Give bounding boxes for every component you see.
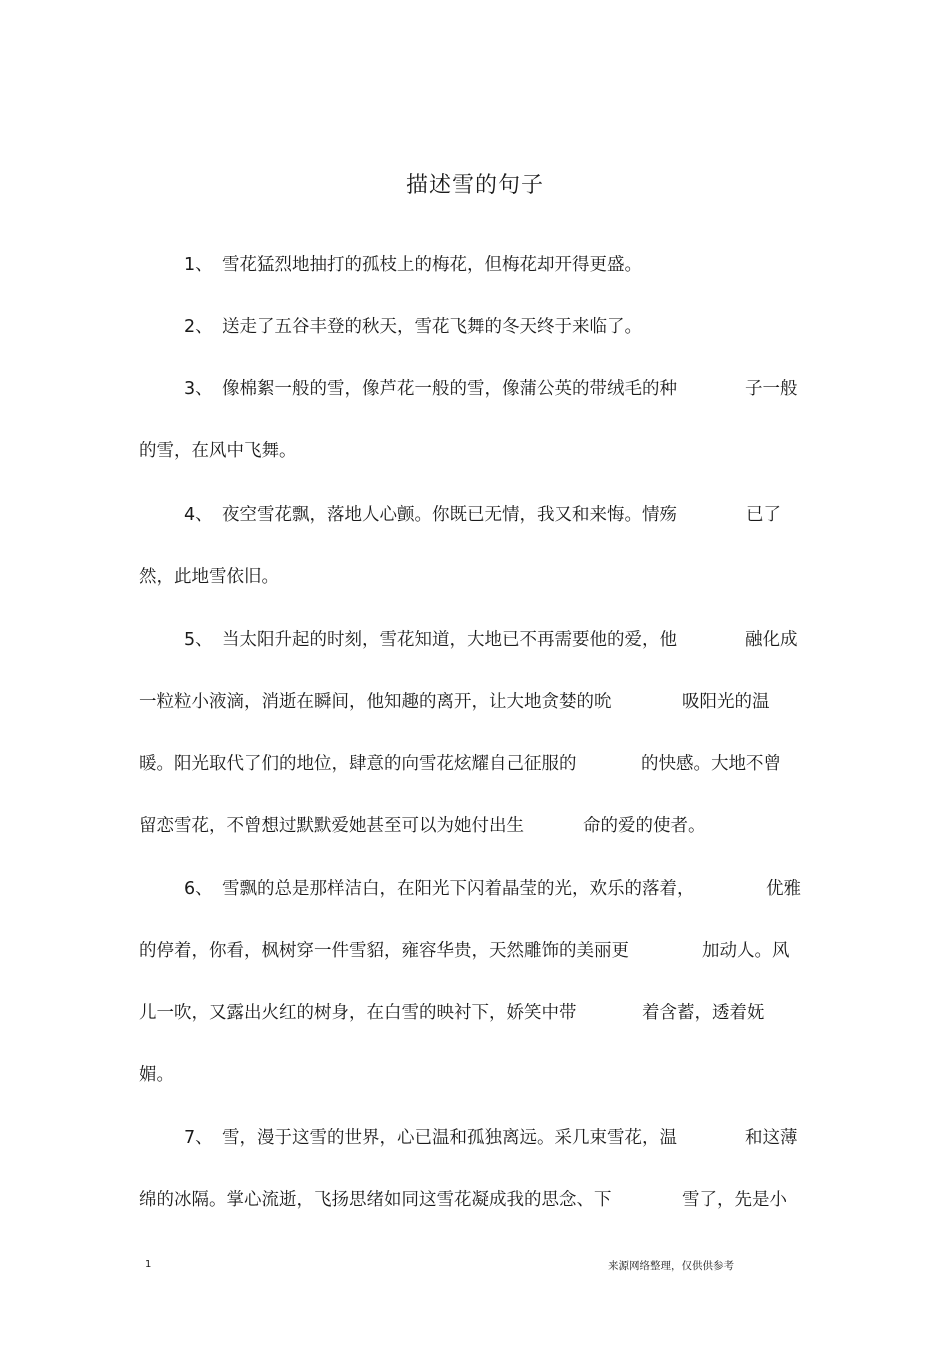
item-number: 2、 — [184, 317, 213, 337]
item-text-continued: 已了 — [746, 505, 781, 525]
list-item-5-line-4: 留恋雪花，不曾想过默默爱她甚至可以为她付出生 — [139, 816, 524, 836]
list-item-6-line-2: 的停着，你看，枫树穿一件雪貂，雍容华贵，天然雕饰的美丽更 — [139, 941, 629, 961]
item-number: 5、 — [184, 630, 213, 650]
item-text-continued: 的快感。大地不曾 — [641, 754, 781, 774]
item-text: 雪，漫于这雪的世界，心已温和孤独离远。采几束雪花，温 — [222, 1128, 677, 1148]
list-item-5-line-2: 一粒粒小液滴，消逝在瞬间，他知趣的离开，让大地贪婪的吮 — [139, 692, 612, 712]
list-item-5-line-3: 暖。阳光取代了们的地位，肆意的向雪花炫耀自己征服的 — [139, 754, 577, 774]
item-text-continued: 吸阳光的温 — [682, 692, 770, 712]
list-item-6-line-4: 媚。 — [139, 1065, 174, 1085]
item-text: 夜空雪花飘，落地人心颤。你既已无情，我又和来悔。情殇 — [222, 505, 677, 525]
item-number: 3、 — [184, 379, 213, 399]
list-item-4-line-1 — [184, 503, 677, 527]
item-text: 当太阳升起的时刻，雪花知道，大地已不再需要他的爱，他 — [222, 630, 677, 650]
list-item-4-line-2: 然，此地雪依旧。 — [139, 567, 279, 587]
item-text-continued: 和这薄 — [745, 1128, 798, 1148]
list-item-3-line-1 — [184, 377, 677, 401]
page-title: 描述雪的句子 — [405, 173, 544, 198]
item-text-continued: 雪了，先是小 — [682, 1190, 787, 1210]
item-number: 7、 — [184, 1128, 213, 1148]
item-number: 1、 — [184, 255, 213, 275]
item-number: 6、 — [184, 879, 213, 899]
item-text-continued: 子一般 — [745, 379, 798, 399]
item-text: 雪飘的总是那样洁白，在阳光下闪着晶莹的光，欢乐的落着， — [222, 879, 695, 899]
list-item-7-line-2: 绵的冰隔。掌心流逝，飞扬思绪如同这雪花凝成我的思念、下 — [139, 1190, 612, 1210]
item-text: 送走了五谷丰登的秋天，雪花飞舞的冬天终于来临了。 — [222, 317, 642, 337]
list-item-5-line-1 — [184, 628, 677, 652]
page-number: 1 — [145, 1259, 152, 1270]
list-item-6-line-3: 儿一吹，又露出火红的树身，在白雪的映衬下，娇笑中带 — [139, 1003, 577, 1023]
list-item-6-line-1 — [184, 877, 695, 901]
item-text: 雪花猛烈地抽打的孤枝上的梅花，但梅花却开得更盛。 — [222, 255, 642, 275]
item-text-continued: 着含蓄，透着妩 — [642, 1003, 765, 1023]
list-item-1-line-1 — [184, 253, 642, 277]
item-text-continued: 加动人。风 — [702, 941, 790, 961]
item-text: 像棉絮一般的雪，像芦花一般的雪，像蒲公英的带绒毛的种 — [222, 379, 677, 399]
list-item-7-line-1 — [184, 1126, 677, 1150]
footer-source-note: 来源网络整理，仅供供参考 — [608, 1260, 734, 1272]
list-item-2-line-1 — [184, 315, 642, 339]
item-number: 4、 — [184, 505, 213, 525]
list-item-3-line-2: 的雪，在风中飞舞。 — [139, 441, 297, 461]
item-text-continued: 命的爱的使者。 — [583, 816, 706, 836]
item-text-continued: 优雅 — [766, 879, 801, 899]
item-text-continued: 融化成 — [745, 630, 798, 650]
